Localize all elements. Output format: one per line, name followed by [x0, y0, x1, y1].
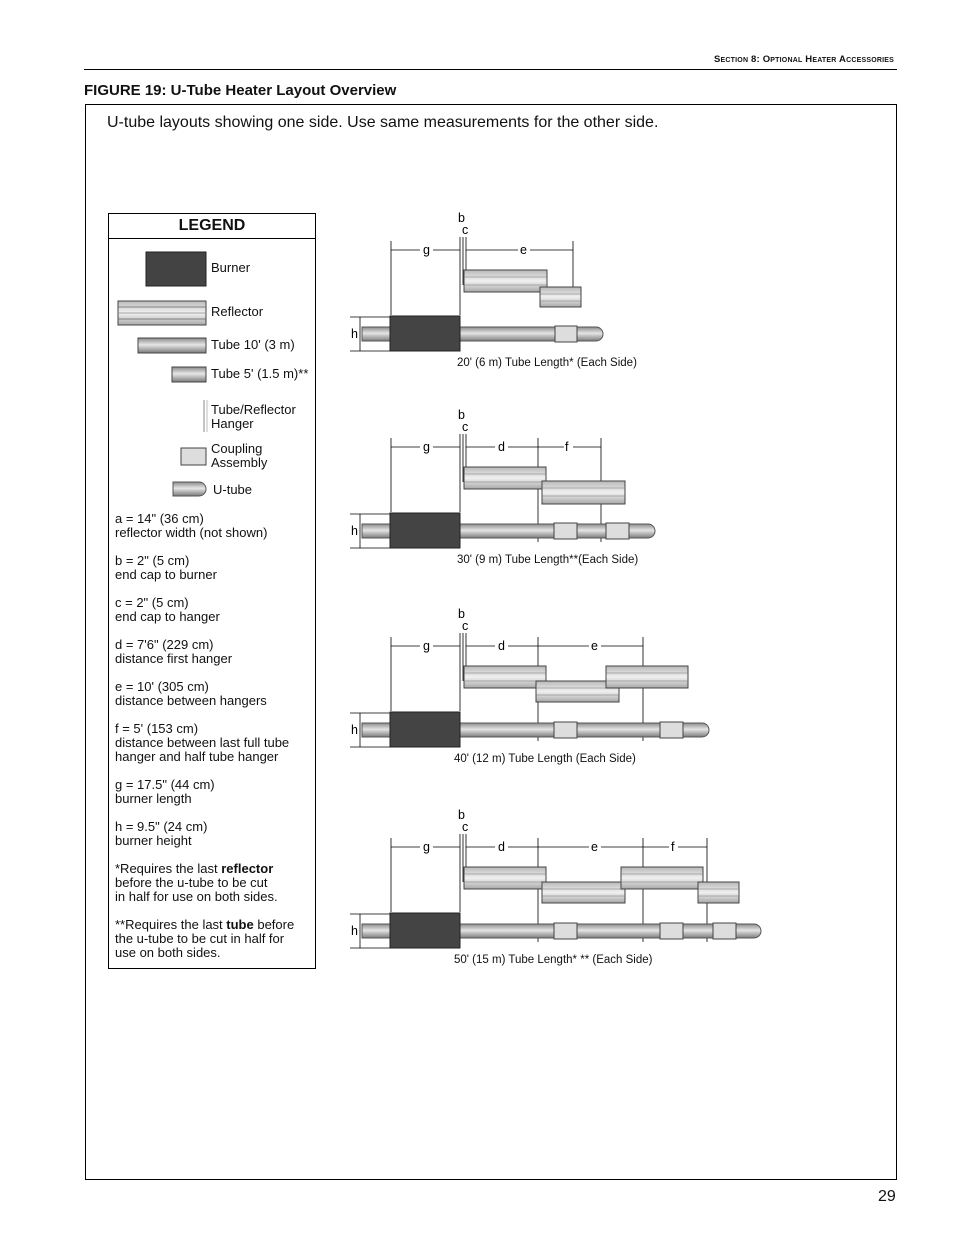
tube-end-cap — [362, 524, 392, 538]
burner — [390, 712, 460, 747]
tube-end-cap — [362, 723, 392, 737]
coupling — [554, 923, 577, 939]
dim-f: f — [671, 840, 675, 854]
tube — [460, 327, 603, 341]
layout-30ft — [340, 402, 670, 552]
layout-50ft — [340, 802, 770, 952]
dim-h: h — [351, 327, 358, 341]
coupling — [713, 923, 736, 939]
reflector-symbol-icon — [118, 301, 206, 325]
utube-symbol-icon — [173, 482, 206, 496]
figure-caption: U-tube layouts showing one side. Use same measurements for the other side. — [107, 114, 659, 131]
dim-d: d — [498, 440, 505, 454]
legend-tube10-label: Tube 10' (3 m) — [211, 337, 295, 352]
legend-tube5-label: Tube 5' (1.5 m)** — [211, 366, 309, 381]
reflector-half — [540, 287, 581, 307]
legend-def-b: b = 2" (5 cm) end cap to burner — [115, 553, 217, 582]
dim-c: c — [462, 619, 469, 633]
coupling — [554, 722, 577, 738]
layout-caption-30ft: 30' (9 m) Tube Length**(Each Side) — [457, 554, 639, 566]
reflector — [542, 882, 625, 903]
legend-def-d: d = 7'6" (229 cm) distance first hanger — [115, 637, 233, 666]
header-rule — [84, 69, 897, 70]
legend-note-reflector: *Requires the last reflector before the u-tube to be cut in half for use on both sides. — [115, 861, 278, 904]
reflector — [621, 867, 703, 889]
dim-h: h — [351, 924, 358, 938]
legend-def-g: g = 17.5" (44 cm) burner length — [115, 777, 215, 806]
burner — [390, 913, 460, 948]
dim-d: d — [498, 639, 505, 653]
dim-g: g — [423, 243, 430, 257]
burner — [390, 316, 460, 351]
hanger-symbol-icon — [204, 400, 207, 432]
tube-end-cap — [362, 327, 392, 341]
reflector — [464, 467, 546, 489]
dim-g: g — [423, 639, 430, 653]
dim-e: e — [520, 243, 527, 257]
reflector-half — [698, 882, 739, 903]
legend — [108, 213, 316, 969]
coupling — [660, 722, 683, 738]
tube-10-symbol-icon — [138, 338, 206, 353]
burner-symbol-icon — [146, 252, 206, 286]
legend-burner-label: Burner — [211, 260, 251, 275]
dim-h: h — [351, 524, 358, 538]
dim-g: g — [423, 840, 430, 854]
legend-def-h: h = 9.5" (24 cm) burner height — [115, 819, 208, 848]
legend-utube-label: U-tube — [213, 482, 253, 497]
reflector — [464, 270, 547, 292]
legend-def-e: e = 10' (305 cm) distance between hangers — [115, 679, 267, 708]
dim-e: e — [591, 840, 598, 854]
coupling — [555, 326, 577, 342]
dim-d: d — [498, 840, 505, 854]
dim-h: h — [351, 723, 358, 737]
coupling — [606, 523, 629, 539]
dim-c: c — [462, 820, 469, 834]
legend-hanger-label: Tube/Reflector Hanger — [211, 402, 296, 431]
legend-coupling-label: Coupling Assembly — [211, 441, 268, 470]
dim-c: c — [462, 223, 469, 237]
coupling — [660, 923, 683, 939]
burner — [390, 513, 460, 548]
layout-caption-50ft: 50' (15 m) Tube Length* ** (Each Side) — [454, 954, 653, 966]
dim-g: g — [423, 440, 430, 454]
layout-40ft — [340, 601, 720, 751]
reflector — [606, 666, 688, 688]
reflector — [464, 666, 546, 688]
layout-20ft — [340, 205, 640, 355]
figure-title: FIGURE 19: U-Tube Heater Layout Overview — [84, 82, 397, 99]
dim-f: f — [565, 440, 569, 454]
legend-def-c: c = 2" (5 cm) end cap to hanger — [115, 595, 220, 624]
tube-5-symbol-icon — [172, 367, 206, 382]
legend-reflector-label: Reflector — [211, 304, 264, 319]
layout-caption-20ft: 20' (6 m) Tube Length* (Each Side) — [457, 357, 637, 369]
reflector — [464, 867, 546, 889]
layout-caption-40ft: 40' (12 m) Tube Length (Each Side) — [454, 753, 636, 765]
tube-end-cap — [362, 924, 392, 938]
coupling-symbol-icon — [181, 448, 206, 465]
dim-b: b — [458, 808, 465, 822]
dim-e: e — [591, 639, 598, 653]
section-header: Section 8: Optional Heater Accessories — [714, 54, 894, 65]
reflector — [542, 481, 625, 504]
legend-def-a: a = 14" (36 cm) reflector width (not shown) — [115, 511, 268, 540]
dim-b: b — [458, 211, 465, 225]
page-number: 29 — [878, 1188, 896, 1205]
coupling — [554, 523, 577, 539]
legend-note-tube: **Requires the last tube before the u-tube to be cut in half for use on both sides. — [115, 917, 295, 960]
legend-title: LEGEND — [109, 214, 315, 239]
dim-b: b — [458, 607, 465, 621]
legend-def-f: f = 5' (153 cm) distance between last full tube hanger and half tube hanger — [115, 721, 290, 764]
dim-b: b — [458, 408, 465, 422]
dim-c: c — [462, 420, 469, 434]
